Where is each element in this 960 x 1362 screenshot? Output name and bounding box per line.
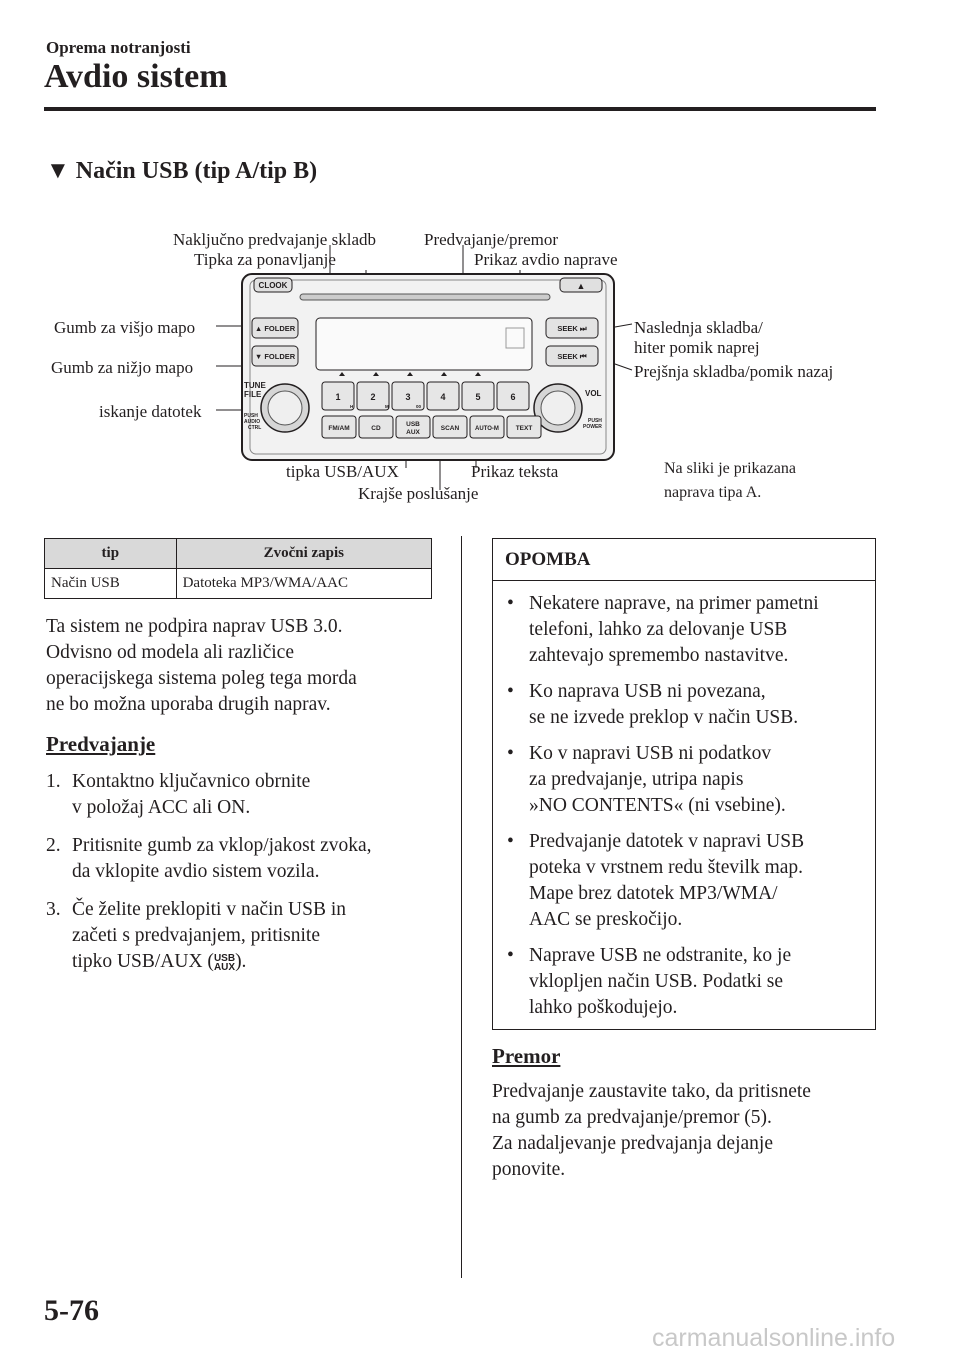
- table-header: Zvočni zapis: [176, 539, 431, 569]
- label-usb-aux: tipka USB/AUX: [286, 462, 399, 481]
- list-item: • Predvajanje datotek v napravi USB poteka v vrstnem redu številk map. Mape brez datotek MP3/WMA/ AAC se preskočijo.: [507, 831, 805, 930]
- note-heading: OPOMBA: [493, 539, 875, 581]
- label-next-track-1: Naslednja skladba/: [634, 318, 763, 337]
- triangle-down-icon: ▼: [46, 158, 70, 184]
- watermark: carmanualsonline.info: [652, 1324, 896, 1352]
- svg-text:CTRL: CTRL: [248, 425, 262, 431]
- svg-text:CD: CD: [371, 425, 381, 432]
- cd-button[interactable]: [359, 416, 393, 438]
- text-line: Odvisno od modela ali različice: [46, 642, 294, 663]
- step-1: [46, 769, 456, 821]
- svg-text:SCAN: SCAN: [440, 425, 460, 432]
- radio-display: [316, 318, 532, 370]
- radio-faceplate: [240, 272, 616, 462]
- preset-button-4[interactable]: [427, 382, 459, 410]
- step-number: 2.: [46, 835, 61, 856]
- page-title: Avdio sistem: [44, 58, 228, 95]
- preset-button-6[interactable]: [497, 382, 529, 410]
- table-row: [45, 569, 432, 599]
- label-shuffle: Naključno predvajanje skladb: [173, 230, 376, 249]
- note-list: [493, 591, 875, 1021]
- bullet-icon: •: [507, 593, 514, 614]
- text-line: Za nadaljevanje predvajanja dejanje: [492, 1133, 773, 1154]
- label-file-search: iskanje datotek: [99, 402, 202, 421]
- svg-text:▼ FOLDER: ▼ FOLDER: [254, 352, 296, 361]
- table-cell: Način USB: [45, 569, 177, 599]
- svg-text:PUSH: PUSH: [588, 418, 602, 424]
- svg-text:M: M: [385, 404, 389, 409]
- eject-button[interactable]: [560, 278, 602, 292]
- text-line: na gumb za predvajanje/premor (5).: [492, 1107, 772, 1128]
- list-item: • Naprave USB ne odstranite, ko je vklopljen način USB. Podatki se lahko poškodujejo.: [507, 945, 792, 1018]
- disc-slot: [300, 294, 550, 300]
- text-line: ponovite.: [492, 1159, 566, 1180]
- bullet-icon: •: [507, 743, 514, 764]
- svg-text:▲: ▲: [576, 281, 586, 291]
- format-table: [44, 538, 432, 599]
- text-line: Ta sistem ne podpira naprav USB 3.0.: [46, 616, 343, 637]
- svg-text:PUSH: PUSH: [244, 413, 258, 419]
- svg-text:SEEK ⏭: SEEK ⏭: [557, 324, 587, 333]
- svg-text:▲ FOLDER: ▲ FOLDER: [254, 324, 296, 333]
- folder-down-button[interactable]: [252, 346, 298, 366]
- bullet-icon: •: [507, 681, 514, 702]
- svg-text:00: 00: [416, 404, 422, 409]
- auto-m-button[interactable]: [470, 416, 504, 438]
- text-line: operacijskega sistema poleg tega morda: [46, 668, 357, 689]
- step-number: 1.: [46, 771, 61, 792]
- svg-text:TUNE: TUNE: [244, 381, 266, 390]
- fm-am-button[interactable]: [322, 416, 356, 438]
- svg-text:TEXT: TEXT: [515, 425, 533, 432]
- text-line: da vklopite avdio sistem vozila.: [72, 861, 320, 882]
- step-number: 3.: [46, 899, 61, 920]
- text-line: začeti s predvajanjem, pritisnite: [72, 925, 320, 946]
- table-cell: Datoteka MP3/WMA/AAC: [176, 569, 431, 599]
- step-2: [46, 833, 456, 885]
- label-note-2: naprava tipa A.: [664, 484, 762, 501]
- bullet-icon: •: [507, 831, 514, 852]
- svg-text:AUTO-M: AUTO-M: [475, 426, 499, 432]
- label-folder-down: Gumb za nižjo mapo: [51, 358, 194, 377]
- column-divider: [461, 536, 462, 1278]
- label-audio-display: Prikaz avdio naprave: [474, 250, 618, 269]
- usb-aux-icon: USB AUX: [213, 952, 236, 973]
- tune-file-knob[interactable]: [261, 384, 309, 432]
- svg-text:6: 6: [510, 392, 516, 402]
- folder-up-button[interactable]: [252, 318, 298, 338]
- text-button[interactable]: [507, 416, 541, 438]
- label-play-pause: Predvajanje/premor: [424, 230, 559, 249]
- svg-text:2: 2: [370, 392, 376, 402]
- usb-aux-button[interactable]: [396, 416, 430, 438]
- intro-paragraph: [46, 614, 456, 718]
- text-line: tipko USB/AUX (USB AUX).: [72, 951, 247, 973]
- clock-button[interactable]: [254, 278, 292, 292]
- label-next-track-2: hiter pomik naprej: [634, 338, 760, 357]
- list-item: • Ko v napravi USB ni podatkov za predvajanje, utripa napis »NO CONTENTS« (ni vsebine).: [507, 743, 786, 816]
- svg-text:SEEK ⏮: SEEK ⏮: [557, 352, 587, 361]
- svg-text:POWER: POWER: [583, 424, 602, 430]
- step-3: [46, 897, 456, 975]
- table-header: tip: [45, 539, 177, 569]
- seek-up-button[interactable]: [546, 318, 598, 338]
- seek-down-button[interactable]: [546, 346, 598, 366]
- list-item: • Nekatere naprave, na primer pametni telefoni, lahko za delovanje USB zahtevajo spremembo nastavitve.: [507, 593, 819, 666]
- label-prev-track: Prejšnja skladba/pomik nazaj: [634, 362, 834, 381]
- bullet-icon: •: [507, 945, 514, 966]
- list-item: • Ko naprava USB ni povezana, se ne izvede preklop v način USB.: [507, 681, 799, 728]
- svg-text:CLOOK: CLOOK: [258, 281, 288, 290]
- text-line: Kontaktno ključavnico obrnite: [72, 771, 311, 792]
- svg-text:FM/AM: FM/AM: [328, 425, 350, 432]
- label-repeat: Tipka za ponavljanje: [194, 250, 336, 269]
- note-box: [492, 538, 876, 1030]
- text-line: Predvajanje zaustavite tako, da pritisnete: [492, 1081, 811, 1102]
- svg-text:USB: USB: [406, 421, 420, 428]
- svg-text:4: 4: [440, 392, 446, 402]
- preset-button-5[interactable]: [462, 382, 494, 410]
- pause-paragraph: [492, 1079, 892, 1183]
- svg-text:H: H: [350, 404, 354, 409]
- left-column: [46, 614, 456, 975]
- section-title-text: Način USB (tip A/tip B): [75, 158, 318, 184]
- svg-text:5: 5: [475, 392, 481, 402]
- label-note-1: Na sliki je prikazana: [664, 460, 796, 477]
- text-line: v položaj ACC ali ON.: [72, 797, 251, 818]
- text-line: ne bo možna uporaba drugih naprav.: [46, 694, 331, 715]
- text-line: Pritisnite gumb za vklop/jakost zvoka,: [72, 835, 372, 856]
- svg-text:AUDIO: AUDIO: [244, 419, 261, 425]
- svg-text:1: 1: [335, 392, 341, 402]
- svg-text:FILE: FILE: [244, 390, 262, 399]
- label-text-display: Prikaz teksta: [471, 462, 559, 481]
- svg-text:VOL: VOL: [585, 389, 602, 398]
- playback-heading: Predvajanje: [46, 732, 156, 756]
- pause-heading: Premor: [492, 1044, 561, 1068]
- svg-text:3: 3: [405, 392, 411, 402]
- radio-diagram: [0, 0, 960, 520]
- page-number: 5-76: [44, 1294, 99, 1327]
- label-scan: Krajše poslušanje: [358, 484, 479, 503]
- text-line: Če želite preklopiti v način USB in: [72, 899, 347, 920]
- scan-button[interactable]: [433, 416, 467, 438]
- label-folder-up: Gumb za višjo mapo: [54, 318, 196, 337]
- pause-section: [492, 1044, 892, 1183]
- svg-text:AUX: AUX: [406, 429, 420, 436]
- section-header: Oprema notranjosti: [46, 38, 191, 57]
